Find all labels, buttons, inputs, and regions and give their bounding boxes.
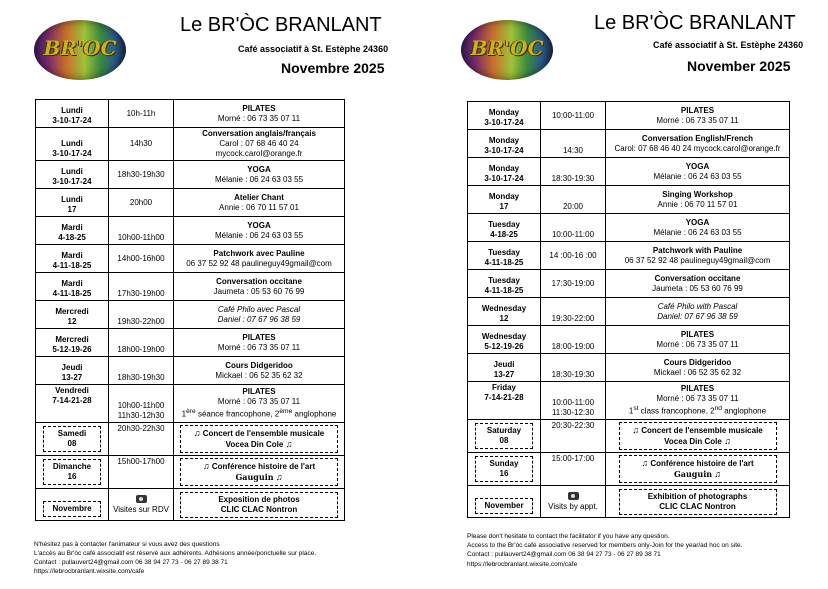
time-cell: 20:30-22:30: [541, 420, 606, 453]
time-cell: 14h00-16h00: [109, 245, 174, 273]
table-row: [468, 130, 790, 158]
english-page: [414, 0, 828, 589]
day-cell: Lundi 17: [36, 189, 109, 217]
music-note-icon: ♫: [193, 428, 201, 438]
table-row: [468, 453, 790, 486]
activity-cell: Conversation occitane Jaumeta : 05 53 60 76 99: [174, 273, 345, 301]
table-row: [36, 273, 345, 301]
day-cell: Tuesday 4-11-18-25: [468, 270, 541, 298]
day-cell: Monday 3-10-17-24: [468, 158, 541, 186]
time-cell: 17h30-19h00: [109, 273, 174, 301]
camera-icon: [568, 492, 579, 500]
table-row: [468, 420, 790, 453]
activity-cell: ♫ Conférence histoire de l'art Gauguin ♫: [174, 456, 345, 489]
activity-cell: Patchwork with Pauline 06 37 52 92 48 paulineguy49gmail@com: [606, 242, 790, 270]
activity-cell: Café Philo with Pascal Daniel: 07 67 96 38 59: [606, 298, 790, 326]
table-row: [36, 128, 345, 161]
day-cell: Mercredi 12: [36, 301, 109, 329]
table-row: [468, 486, 790, 518]
table-row: [36, 301, 345, 329]
logo-text: BR'OC: [43, 36, 117, 60]
page-subtitle: Café associatif à St. Estèphe 24360: [653, 40, 804, 50]
activity-cell: ♫ Concert de l'ensemble musicale Vocea Din Cole ♫: [606, 420, 790, 453]
music-note-icon: ♫: [632, 425, 639, 435]
activity-cell: Conversation occitane Jaumeta : 05 53 60 76 99: [606, 270, 790, 298]
table-row: [36, 329, 345, 357]
activity-cell: PILATES Morné : 06 73 35 07 11 1st class francophone, 2nd anglophone: [606, 382, 790, 420]
website-link[interactable]: https://lebrocbranlant.wixsite.com/cafe: [467, 561, 578, 568]
note-access: L'accès au Br'òc café associatif est réservé aux adhérents. Adhésions année/ponctuelle sur place.: [34, 550, 317, 557]
time-cell: 18h00-19h00: [109, 329, 174, 357]
camera-icon: [136, 495, 147, 503]
day-cell: Saturday 08: [468, 420, 541, 453]
activity-cell: Conversation English/French Carol: 07 68 46 40 24 mycock.carol@orange.fr: [606, 130, 790, 158]
activity-cell: YOGA Mélanie : 06 24 63 03 55: [606, 214, 790, 242]
day-cell: Lundi 3-10-17-24: [36, 161, 109, 189]
day-cell: Wednesday 12: [468, 298, 541, 326]
day-cell: Novembre: [36, 489, 109, 521]
activity-cell: YOGA Mélanie : 06 24 63 03 55: [606, 158, 790, 186]
day-cell: Sunday 16: [468, 453, 541, 486]
page-title: Le BR'ÒC BRANLANT: [594, 12, 796, 34]
table-row: [36, 161, 345, 189]
time-cell: 14h30: [109, 128, 174, 161]
activity-cell: Cours Didgeridoo Mickael : 06 52 35 62 32: [174, 357, 345, 385]
broc-logo: [34, 20, 126, 80]
music-note-icon: ♫: [641, 458, 649, 468]
note-contact: Contact : pullauvert24@gmail.com 06 38 94 27 73 - 06 27 89 38 71: [467, 551, 661, 558]
music-note-icon: ♫: [724, 436, 731, 446]
activity-cell: Singing Workshop Annie : 06 70 11 57 01: [606, 186, 790, 214]
time-cell: Visites sur RDV: [109, 489, 174, 521]
broc-logo: [461, 20, 553, 80]
schedule-table: [35, 99, 345, 521]
note-questions: Please don't hesitate to contact the facilitator if you have any question.: [467, 533, 670, 540]
activity-cell: Patchwork avec Pauline 06 37 52 92 48 paulineguy49gmail@com: [174, 245, 345, 273]
table-row: [468, 326, 790, 354]
day-cell: Mardi 4-18-25: [36, 217, 109, 245]
day-cell: Monday 17: [468, 186, 541, 214]
time-cell: 14 :00-16 :00: [541, 242, 606, 270]
table-row: [468, 214, 790, 242]
day-cell: Tuesday 4-18-25: [468, 214, 541, 242]
note-contact: Contact : pullauvert24@gmail.com 06 38 94 27 73 - 06 27 89 38 71: [34, 559, 228, 566]
day-cell: Vendredi 7-14-21-28: [36, 385, 109, 423]
music-note-icon: ♫: [275, 472, 283, 482]
day-cell: November: [468, 486, 541, 518]
time-cell: 19h30-22h00: [109, 301, 174, 329]
activity-cell: PILATES Morné : 06 73 35 07 11 1ère séance francophone, 2ème anglophone: [174, 385, 345, 423]
day-cell: Wednesday 5-12-19-26: [468, 326, 541, 354]
activity-cell: Exhibition of photographs CLIC CLAC Nontron: [606, 486, 790, 518]
day-cell: Monday 3-10-17-24: [468, 130, 541, 158]
activity-cell: Exposition de photos CLIC CLAC Nontron: [174, 489, 345, 521]
website-link[interactable]: https://lebrocbranlant.wixsite.com/cafe: [34, 568, 145, 575]
logo-text: BR'OC: [470, 36, 544, 60]
time-cell: 10h-11h: [109, 100, 174, 128]
activity-cell: Cours Didgeridoo Mickael : 06 52 35 62 32: [606, 354, 790, 382]
activity-cell: PILATES Morné : 06 73 35 07 11: [174, 329, 345, 357]
day-cell: Mardi 4-11-18-25: [36, 273, 109, 301]
table-row: [36, 189, 345, 217]
time-cell: 10h00-11h00 11h30-12h30: [109, 385, 174, 423]
schedule-table: [467, 101, 790, 518]
activity-cell: YOGA Mélanie : 06 24 63 03 55: [174, 161, 345, 189]
table-row: [468, 242, 790, 270]
activity-cell: YOGA Mélanie : 06 24 63 03 55: [174, 217, 345, 245]
table-row: [468, 158, 790, 186]
time-cell: Visits by appt.: [541, 486, 606, 518]
activity-cell: Atelier Chant Annie : 06 70 11 57 01: [174, 189, 345, 217]
time-cell: 20h00: [109, 189, 174, 217]
activity-cell: PILATES Morné : 06 73 35 07 11: [174, 100, 345, 128]
note-questions: N'hésitez pas à contacter l'animateur si vous avez des questions: [34, 541, 220, 548]
day-cell: Mardi 4-11-18-25: [36, 245, 109, 273]
table-row: [36, 217, 345, 245]
day-cell: Jeudi 13-27: [36, 357, 109, 385]
day-cell: Lundi 3-10-17-24: [36, 128, 109, 161]
time-cell: 20:00: [541, 186, 606, 214]
day-cell: Tuesday 4-11-18-25: [468, 242, 541, 270]
table-row: [36, 423, 345, 456]
time-cell: 10:00-11:00: [541, 102, 606, 130]
day-cell: Lundi 3-10-17-24: [36, 100, 109, 128]
day-cell: Friday 7-14-21-28: [468, 382, 541, 420]
table-row: [36, 357, 345, 385]
table-row: [468, 102, 790, 130]
time-cell: 10h00-11h00: [109, 217, 174, 245]
table-row: [36, 100, 345, 128]
table-row: [468, 382, 790, 420]
time-cell: 19:30-22:00: [541, 298, 606, 326]
activity-cell: PILATES Morné : 06 73 35 07 11: [606, 102, 790, 130]
day-cell: Mercredi 5-12-19-26: [36, 329, 109, 357]
table-row: [36, 245, 345, 273]
activity-cell: Café Philo avec Pascal Daniel : 07 67 96 38 59: [174, 301, 345, 329]
table-row: [36, 489, 345, 521]
time-cell: 10:00-11:00: [541, 214, 606, 242]
time-cell: 18:00-19:00: [541, 326, 606, 354]
day-cell: Dimanche 16: [36, 456, 109, 489]
time-cell: 18h30-19h30: [109, 357, 174, 385]
music-note-icon: ♫: [714, 469, 722, 479]
time-cell: 10:00-11:00 11:30-12:30: [541, 382, 606, 420]
time-cell: 18h30-19h30: [109, 161, 174, 189]
music-note-icon: ♫: [285, 439, 293, 449]
activity-cell: PILATES Morné : 06 73 35 07 11: [606, 326, 790, 354]
time-cell: 15h00-17h00: [109, 456, 174, 489]
table-row: [468, 298, 790, 326]
activity-cell: ♫ Concert de l'ensemble musicale Vocea Din Cole ♫: [174, 423, 345, 456]
page-month: November 2025: [687, 58, 791, 74]
table-row: [468, 186, 790, 214]
page-title: Le BR'ÒC BRANLANT: [180, 14, 382, 36]
time-cell: 14:30: [541, 130, 606, 158]
activity-cell: Conversation anglais/français Carol : 07 68 46 40 24 mycock.carol@orange.fr: [174, 128, 345, 161]
note-access: Access to the Br'òc café associative reserved for members only-Join for the year/ad hoc on site.: [467, 542, 743, 549]
day-cell: Samedi 08: [36, 423, 109, 456]
table-row: [36, 456, 345, 489]
page-month: Novembre 2025: [281, 60, 385, 76]
time-cell: 18:30-19:30: [541, 158, 606, 186]
table-row: [468, 354, 790, 382]
table-row: [36, 385, 345, 423]
day-cell: Jeudi 13-27: [468, 354, 541, 382]
page-subtitle: Café associatif à St. Estèphe 24360: [238, 44, 389, 54]
time-cell: 17:30-19:00: [541, 270, 606, 298]
day-cell: Monday 3-10-17-24: [468, 102, 541, 130]
music-note-icon: ♫: [202, 461, 210, 471]
time-cell: 20h30-22h30: [109, 423, 174, 456]
time-cell: 15:00-17:00: [541, 453, 606, 486]
table-row: [468, 270, 790, 298]
time-cell: 18:30-19:30: [541, 354, 606, 382]
activity-cell: ♫ Conférence histoire de l'art Gauguin ♫: [606, 453, 790, 486]
